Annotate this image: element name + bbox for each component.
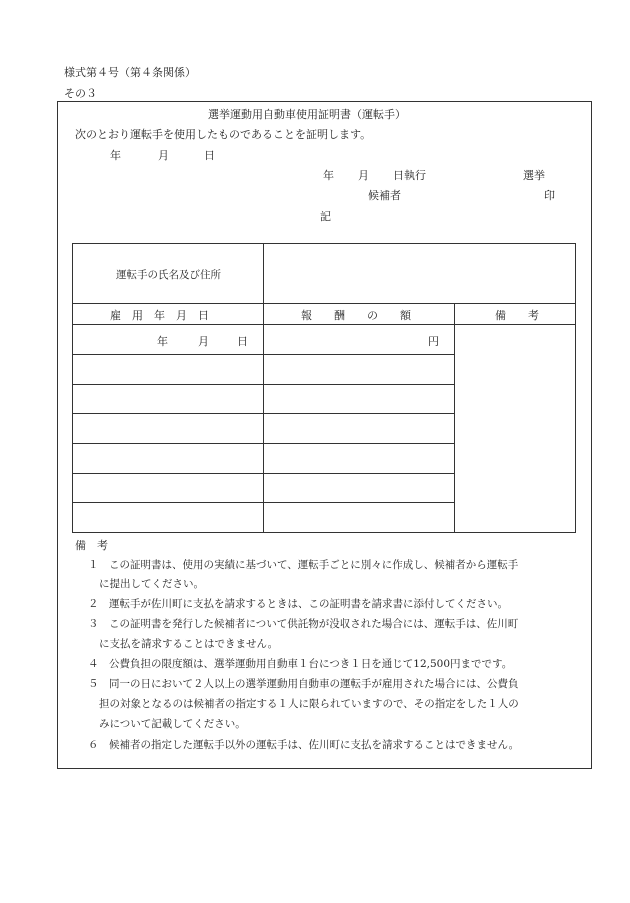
row1-year: 年 — [157, 335, 168, 348]
note-item: ３ この証明書を発行した候補者について供託物が没収された場合には、運転手は、佐川町 — [88, 618, 519, 630]
certificate-intro: 次のとおり運転手を使用したものであることを証明します。 — [75, 128, 372, 141]
note-item: に提出してください。 — [99, 578, 204, 590]
note-item: １ この証明書は、使用の実績に基づいて、運転手ごとに別々に作成し、候補者から運転手 — [88, 559, 519, 571]
ki-label: 記 — [320, 210, 331, 223]
election-month: 月 — [358, 169, 369, 182]
col-remarks: 備 考 — [495, 309, 539, 322]
note-item: ５ 同一の日において２人以上の選挙運動用自動車の運転手が雇用された場合には、公費負 — [88, 678, 519, 690]
row1-yen: 円 — [428, 335, 439, 348]
issue-date-year: 年 — [110, 149, 121, 162]
row1-day: 日 — [237, 335, 248, 348]
notes-heading: 備 考 — [75, 539, 108, 552]
note-item: ４ 公費負担の限度額は、選挙運動用自動車１台につき１日を通じて12,500円までです。 — [88, 658, 513, 670]
election-label: 選挙 — [523, 169, 545, 182]
note-item: 担の対象となるのは候補者の指定する１人に限られていますので、その指定をした１人の — [99, 698, 519, 710]
col-pay-amount: 報 酬 の 額 — [301, 309, 411, 322]
issue-date-month: 月 — [158, 149, 169, 162]
election-day-exec: 日執行 — [393, 169, 426, 182]
driver-name-address-label: 運転手の氏名及び住所 — [116, 269, 221, 281]
note-item: に支払を請求することはできません。 — [99, 638, 279, 650]
row1-month: 月 — [198, 335, 209, 348]
seal-label: 印 — [544, 189, 555, 202]
election-year: 年 — [323, 169, 334, 182]
form-number: 様式第４号（第４条関係） — [64, 66, 196, 79]
form-sub-number: その３ — [64, 87, 97, 100]
col-employment-date: 雇 用 年 月 日 — [110, 309, 209, 322]
note-item: ６ 候補者の指定した運転手以外の運転手は、佐川町に支払を請求することはできません。 — [88, 739, 520, 751]
issue-date-day: 日 — [204, 149, 215, 162]
candidate-label: 候補者 — [368, 189, 401, 202]
note-item: ２ 運転手が佐川町に支払を請求するときは、この証明書を請求書に添付してください。 — [88, 598, 508, 610]
note-item: みについて記載してください。 — [99, 718, 246, 730]
certificate-title: 選挙運動用自動車使用証明書（運転手） — [208, 108, 406, 121]
